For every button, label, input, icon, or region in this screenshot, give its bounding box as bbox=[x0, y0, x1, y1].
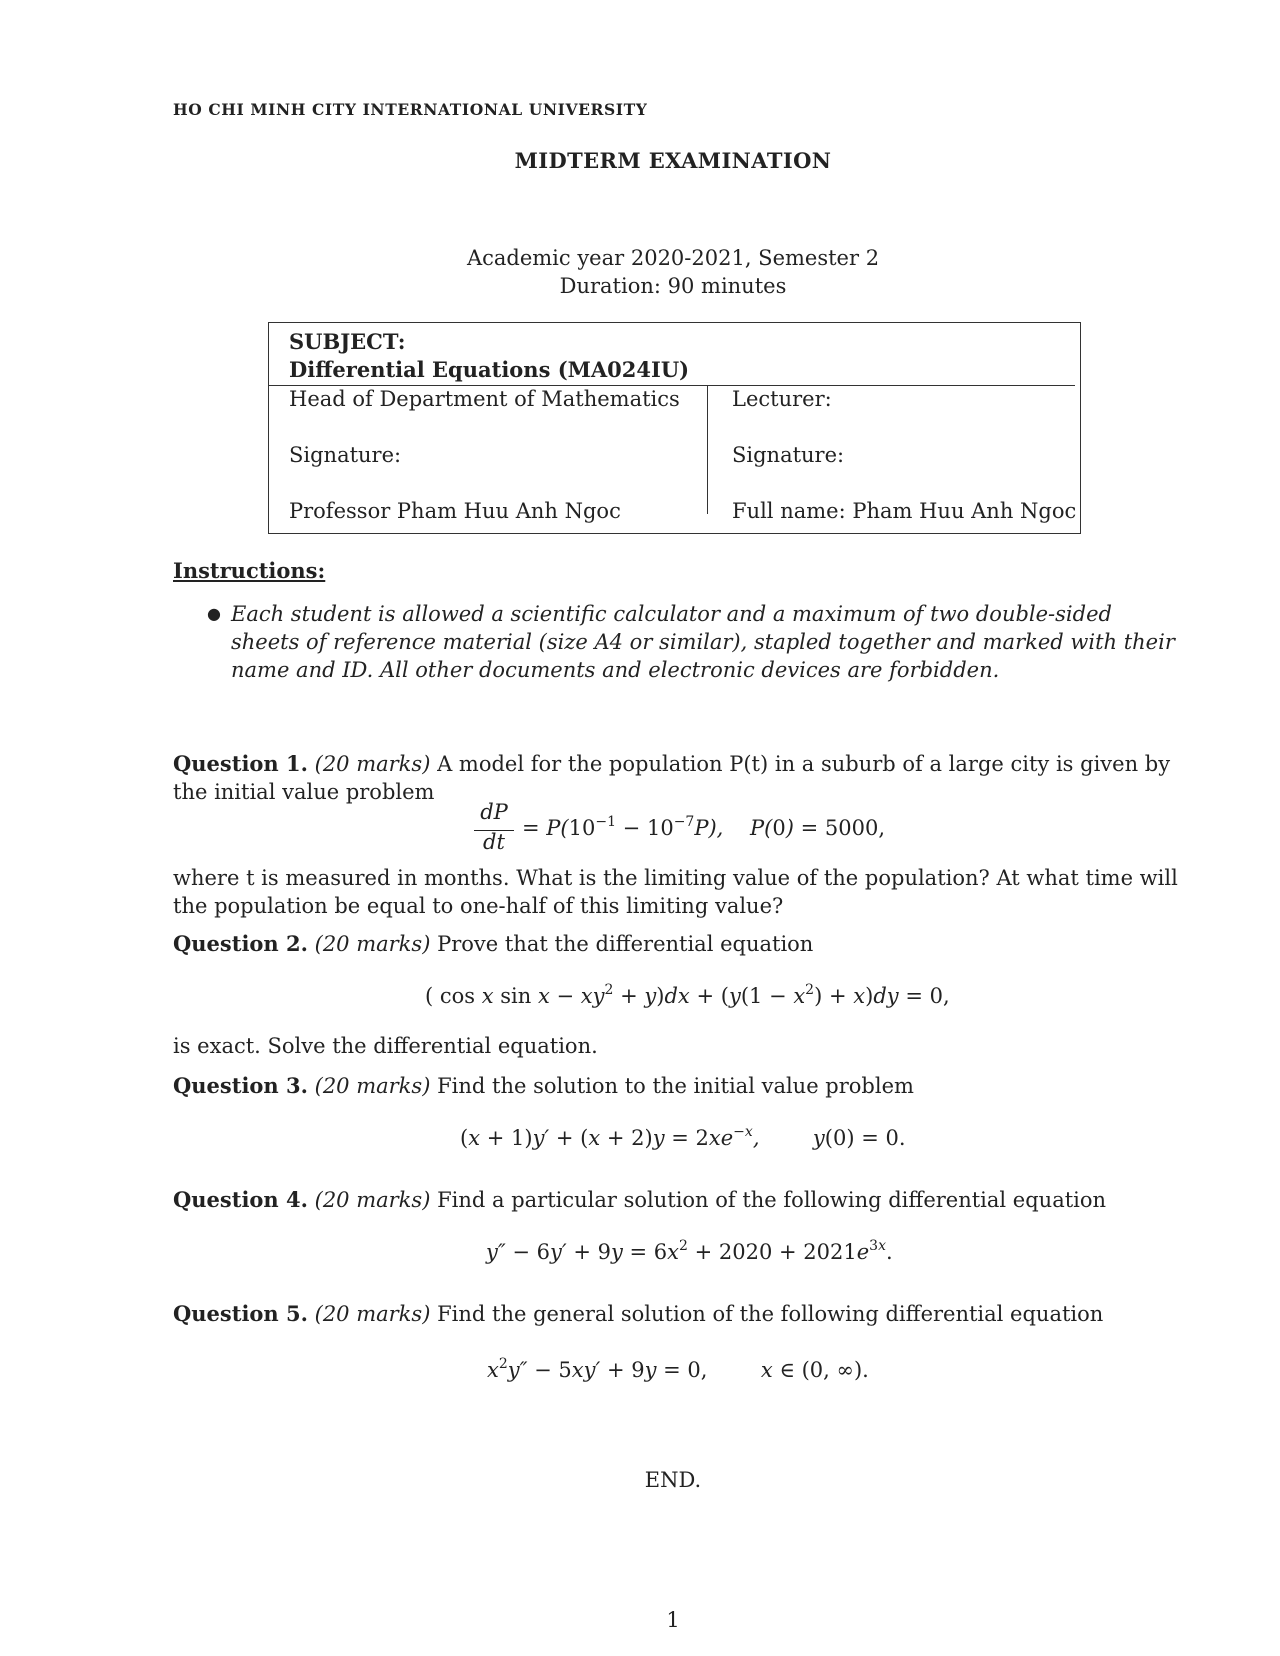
question-3-label: Question 3. bbox=[173, 1073, 308, 1098]
question-4-equation: $y'' - 6y' + 9y = 6x^2 + 2020 + 2021e^{3x}$. bbox=[486, 1238, 893, 1264]
question-2-text: Prove that the differential equation bbox=[437, 932, 814, 956]
exam-duration: Duration: 90 minutes bbox=[559, 274, 787, 298]
lecturer-name: Full name: Pham Huu Anh Ngoc bbox=[732, 499, 1077, 523]
question-1-label: Question 1. bbox=[173, 751, 308, 776]
question-5-equation: $x^2y'' - 5xy' + 9y = 0$, x ∈ (0, ∞). bbox=[487, 1356, 869, 1382]
question-5-label: Question 5. bbox=[173, 1301, 308, 1326]
question-3-marks: (20 marks) bbox=[314, 1074, 431, 1098]
question-3 bbox=[173, 1072, 1183, 1100]
question-2-followup: is exact. Solve the differential equation. bbox=[173, 1034, 598, 1058]
instructions-heading: Instructions: bbox=[173, 558, 326, 583]
question-4 bbox=[173, 1186, 1183, 1214]
question-1-marks: (20 marks) bbox=[314, 752, 431, 776]
end-marker: END. bbox=[644, 1468, 702, 1492]
question-1-followup: where t is measured in months. What is the limiting value of the population? At what time will the population be equal to one-half of this limiting value? bbox=[173, 866, 1178, 918]
academic-year: Academic year 2020-2021, Semester 2 bbox=[466, 246, 880, 270]
question-2-label: Question 2. bbox=[173, 931, 308, 956]
head-name: Professor Pham Huu Anh Ngoc bbox=[289, 499, 621, 523]
subject-label: SUBJECT: bbox=[289, 329, 406, 354]
question-2-marks: (20 marks) bbox=[314, 932, 431, 956]
subject-name: Differential Equations (MA024IU) bbox=[289, 357, 690, 382]
lecturer-title: Lecturer: bbox=[732, 387, 832, 411]
question-4-marks: (20 marks) bbox=[314, 1188, 431, 1212]
question-2 bbox=[173, 930, 1183, 958]
page-number: 1 bbox=[666, 1608, 680, 1632]
university-name: HO CHI MINH CITY INTERNATIONAL UNIVERSITY bbox=[173, 100, 648, 119]
subject-box-divider bbox=[269, 385, 1075, 386]
question-5-text: Find the general solution of the following differential equation bbox=[437, 1302, 1104, 1326]
question-1 bbox=[173, 750, 1183, 806]
question-5-marks: (20 marks) bbox=[314, 1302, 431, 1326]
question-3-equation: $(x + 1)y' + (x + 2)y = 2xe^{-x}$, y(0) = 0. bbox=[460, 1124, 906, 1150]
head-of-department-title: Head of Department of Mathematics bbox=[289, 387, 680, 411]
subject-box-column-divider bbox=[707, 386, 708, 514]
question-2-equation: ( cos x $\sin x - xy^2 + y)dx + (y(1 - x^2) + x)dy = 0$, bbox=[425, 982, 950, 1008]
subject-box bbox=[268, 322, 1081, 534]
question-5 bbox=[173, 1300, 1183, 1328]
head-signature-label: Signature: bbox=[289, 443, 402, 467]
bullet-icon: ● bbox=[207, 604, 221, 623]
question-4-text: Find a particular solution of the following differential equation bbox=[437, 1188, 1107, 1212]
instruction-item: Each student is allowed a scientific calculator and a maximum of two double-sided sheets of reference material (size A4 or similar), stapled together and marked with their name and ID. All other documents and electronic devices are forbidden. bbox=[231, 602, 1175, 682]
exam-title: MIDTERM EXAMINATION bbox=[514, 148, 832, 173]
question-4-label: Question 4. bbox=[173, 1187, 308, 1212]
question-3-text: Find the solution to the initial value problem bbox=[437, 1074, 914, 1098]
question-1-text: A model for the population P(t) in a suburb of a large city is given by the initial value problem bbox=[173, 752, 1171, 804]
question-1-equation: dP dt = $P(10^{-1} - 10^{-7}P)$, P(0) = 5000, bbox=[460, 800, 900, 856]
lecturer-signature-label: Signature: bbox=[732, 443, 845, 467]
